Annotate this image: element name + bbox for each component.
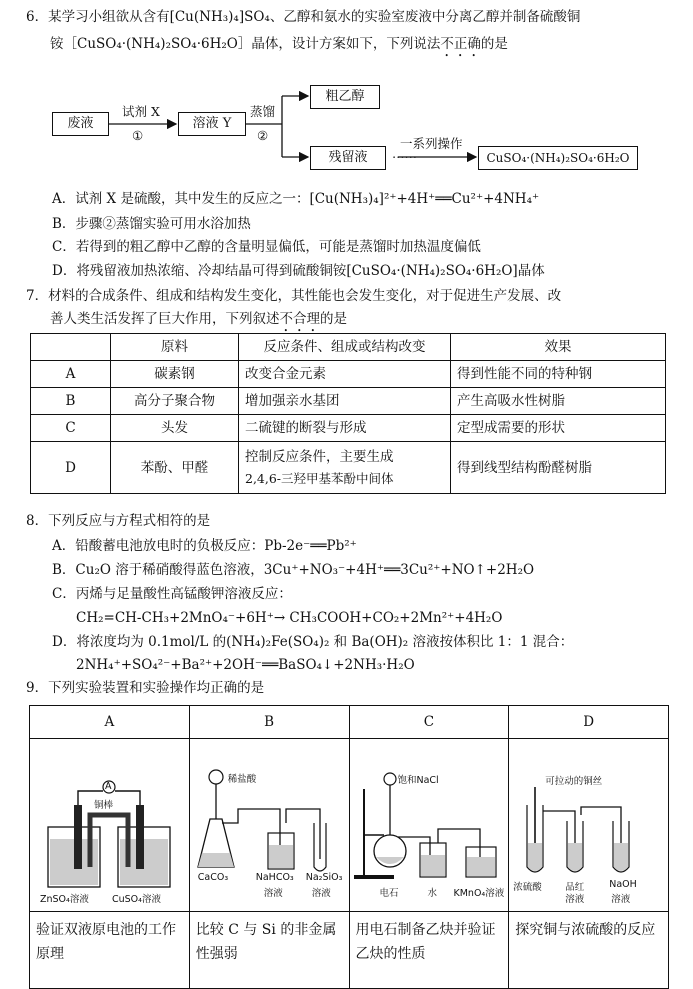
flow-residue-box: 残留液 — [310, 146, 386, 170]
effect-cell: 得到性能不同的特种钢 — [451, 361, 666, 388]
na2sio3-solution-label: 溶液 — [311, 888, 331, 899]
apparatus-row — [30, 739, 669, 912]
header-cell — [31, 334, 111, 361]
description-cell: 比较 C 与 Si 的非金属性强弱 — [189, 912, 349, 989]
header-cell: 原料 — [111, 334, 239, 361]
q9-table — [29, 705, 669, 989]
condition-cell — [239, 442, 451, 494]
header-cell: 效果 — [451, 334, 666, 361]
description-cell: 用电石制备乙炔并验证乙炔的性质 — [349, 912, 509, 989]
q7-stem-line2 — [50, 310, 347, 335]
flow-distill-label: 蒸馏 — [250, 104, 276, 119]
caco3-label: CaCO₃ — [197, 872, 229, 883]
material-cell: 碳素钢 — [111, 361, 239, 388]
header-cell: 反应条件、组成或结构改变 — [239, 334, 451, 361]
water-label: 水 — [427, 888, 438, 899]
flow-crude-box: 粗乙醇 — [310, 85, 380, 109]
table-row — [31, 361, 666, 388]
apparatus-d — [509, 739, 669, 912]
description-row — [30, 912, 669, 989]
galvanic-cell-drawing — [30, 739, 188, 911]
q6-option-a: A．试剂 X 是硫酸，其中发生的反应之一：[Cu(NH₃)₄]²⁺+4H⁺══Cu²⁺+4NH₄⁺ — [52, 191, 540, 207]
q6-stem-part-c: 的是 — [480, 36, 508, 52]
effect-cell: 产生高吸水性树脂 — [451, 388, 666, 415]
nahco3-label: NaHCO₃ — [255, 872, 294, 883]
q7-stem-part-c: 的是 — [320, 311, 347, 327]
table-row — [31, 442, 666, 494]
header-cell: B — [189, 706, 349, 739]
header-cell: D — [509, 706, 669, 739]
q7-stem-emphasis: 不合理 — [279, 311, 320, 327]
row-label: A — [31, 361, 111, 388]
q9-stem: 9．下列实验装置和实验操作均正确的是 — [26, 680, 265, 696]
description-cell: 验证双液原电池的工作原理 — [30, 912, 190, 989]
copper-rod-label: 铜棒 — [94, 800, 114, 811]
apparatus-a — [30, 739, 190, 912]
table-row — [31, 415, 666, 442]
row-label: D — [31, 442, 111, 494]
na2sio3-label: Na₂SiO₃ — [305, 872, 343, 883]
row-label: C — [31, 415, 111, 442]
q6-stem-part-a: 铵［CuSO₄·(NH₄)₂SO₄·6H₂O］晶体，设计方案如下，下列说法 — [50, 36, 441, 52]
table-row — [31, 388, 666, 415]
table-header-row — [30, 706, 669, 739]
effect-cell: 定型成需要的形状 — [451, 415, 666, 442]
flow-step1-label: ① — [132, 128, 144, 143]
q6-option-d: D．将残留液加热浓缩、冷却结晶可得到硫酸铜铵[CuSO₄·(NH₄)₂SO₄·6H₂O]晶体 — [52, 263, 545, 279]
q8-stem: 8．下列反应与方程式相符的是 — [26, 513, 211, 529]
material-cell: 头发 — [111, 415, 239, 442]
apparatus-b — [189, 739, 349, 912]
material-cell: 高分子聚合物 — [111, 388, 239, 415]
q6-option-b: B．步骤②蒸馏实验可用水浴加热 — [52, 216, 251, 232]
ammeter-label: A — [105, 781, 112, 792]
cuso4-label: CuSO₄溶液 — [112, 894, 161, 905]
flow-product-box: CuSO₄·(NH₄)₂SO₄·6H₂O — [478, 146, 638, 170]
q7-stem-part-a: 善人类生活发挥了巨大作用，下列叙述 — [50, 311, 280, 327]
q8-option-c: C．丙烯与足量酸性高锰酸钾溶液反应： — [52, 586, 292, 602]
flow-solution-box: 溶液 Y — [178, 112, 246, 136]
table-header-row — [31, 334, 666, 361]
condition-cell: 增加强亲水基团 — [239, 388, 451, 415]
h2so4-label: 浓硫酸 — [513, 882, 542, 893]
flow-series-label: 一系列操作 — [400, 136, 463, 151]
condition-cell: 二硫键的断裂与形成 — [239, 415, 451, 442]
header-cell: C — [349, 706, 509, 739]
znso4-label: ZnSO₄溶液 — [40, 894, 89, 905]
flow-reagent-label: 试剂 X — [122, 104, 160, 119]
row-label: B — [31, 388, 111, 415]
q8-option-a: A．铅酸蓄电池放电时的负极反应：Pb-2e⁻══Pb²⁺ — [52, 538, 357, 554]
condition-line2: 2,4,6-三羟甲基苯酚中间体 — [245, 470, 394, 486]
q8-option-c-equation: CH₂=CH-CH₃+2MnO₄⁻+6H⁺→ CH₃COOH+CO₂+2Mn²⁺+4H₂O — [76, 610, 503, 626]
carbide-label: 电石 — [379, 888, 399, 899]
flow-waste-box: 废液 — [52, 112, 109, 136]
condition-line1: 控制反应条件，主要生成 — [245, 448, 394, 465]
hcl-label: 稀盐酸 — [227, 774, 257, 785]
q8-option-b: B．Cu₂O 溶于稀硝酸得蓝色溶液，3Cu⁺+NO₃⁻+4H⁺══3Cu²⁺+NO↑+2H₂O — [52, 562, 535, 578]
condition-cell: 改变合金元素 — [239, 361, 451, 388]
header-cell: A — [30, 706, 190, 739]
q8-option-d: D．将浓度均为 0.1mol/L 的(NH₄)₂Fe(SO₄)₂ 和 Ba(OH)₂ 溶液按体积比 1：1 混合： — [52, 634, 574, 650]
kmno4-label: KMnO₄溶液 — [453, 888, 505, 899]
q6-stem-line1: 6．某学习小组欲从含有[Cu(NH₃)₄]SO₄、乙醇和氨水的实验室废液中分离乙醇并制备硫酸铜 — [26, 9, 581, 25]
nahco3-solution-label: 溶液 — [263, 888, 283, 899]
q6-stem-emphasis: 不正确 — [440, 36, 481, 52]
copper-wire-label: 可拉动的铜丝 — [545, 776, 603, 787]
flow-dots-label: …… — [392, 146, 417, 161]
q8-option-d-equation: 2NH₄⁺+SO₄²⁻+Ba²⁺+2OH⁻══BaSO₄↓+2NH₃·H₂O — [76, 657, 415, 673]
flow-step2-label: ② — [257, 128, 269, 143]
magenta-label: 品红 — [565, 882, 585, 893]
apparatus-c — [349, 739, 509, 912]
description-cell: 探究铜与浓硫酸的反应 — [509, 912, 669, 989]
material-cell: 苯酚、甲醛 — [111, 442, 239, 494]
effect-cell: 得到线型结构酚醛树脂 — [451, 442, 666, 494]
naoh-label: NaOH — [609, 879, 637, 890]
magenta-solution-label: 溶液 — [565, 894, 585, 905]
q6-option-c: C．若得到的粗乙醇中乙醇的含量明显偏低，可能是蒸馏时加热温度偏低 — [52, 239, 481, 255]
q7-stem-line1: 7．材料的合成条件、组成和结构发生变化，其性能也会发生变化，对于促进生产发展、改 — [26, 288, 562, 304]
nacl-label: 饱和NaCl — [397, 775, 439, 786]
naoh-solution-label: 溶液 — [611, 894, 631, 905]
q7-table — [30, 333, 666, 494]
